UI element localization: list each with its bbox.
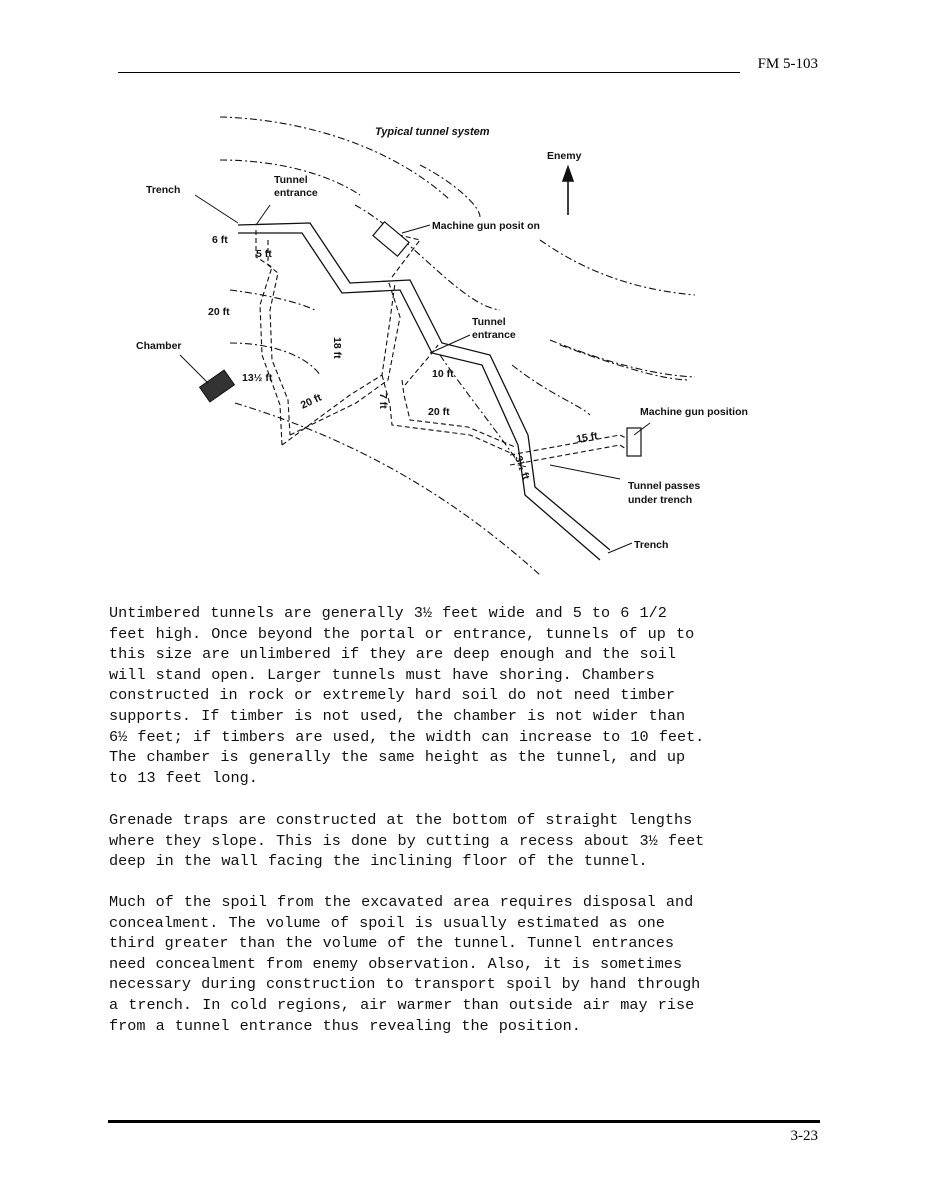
paragraph-grenade-traps: Grenade traps are constructed at the bottom of straight lengths where they slope. This is done by cutting a recess about 3½ feet deep in the wall facing the inclining floor of the tunnel.	[109, 811, 705, 871]
label-10ft: 10 ft	[432, 368, 454, 380]
label-13ft: 13½ ft	[242, 372, 273, 384]
paragraph-untimbered-tunnels: Untimbered tunnels are generally 3½ feet wide and 5 to 6 1/2 feet high. Once beyond the portal or entrance, tunnels of up to this size are unlimbered if they are deep enough and the soil will stand open. Larger tunnels must have shoring. Chambers constructed in rock or extremely hard soil do not need timber supports. If timber is not used, the chamber is not wider than 6½ feet; if timbers are used, the width can increase to 10 feet. The chamber is generally the same height as the tunnel, and up to 13 feet long.	[109, 604, 705, 787]
label-machine-gun-1: Machine gun posit on	[432, 220, 540, 232]
trench-lines	[238, 223, 610, 560]
label-tunnel-passes-b: under trench	[628, 494, 693, 506]
chamber-shape	[200, 370, 235, 402]
label-machine-gun-2: Machine gun position	[640, 406, 748, 418]
label-tunnel-entrance-2: Tunnel	[472, 316, 506, 328]
figure-title: Typical tunnel system	[375, 126, 490, 138]
paragraph-spoil-disposal: Much of the spoil from the excavated area requires disposal and concealment. The volume of spoil is usually estimated as one third greater than the volume of the tunnel. Tunnel entrances need concealment from enemy observation. Also, it is sometimes necessary during construction to transport spoil by hand through a trench. In cold regions, air warmer than outside air may rise from a tunnel entrance thus revealing the position.	[109, 893, 701, 1035]
tunnel-system-figure	[120, 105, 820, 585]
label-5ft: 5 ft	[256, 248, 272, 260]
enemy-arrow-icon	[563, 167, 573, 215]
label-18ft: 18 ft	[331, 337, 343, 359]
tunnel-diagram	[120, 105, 820, 585]
label-tunnel-passes: Tunnel passes	[628, 480, 701, 492]
label-tunnel-entrance-1b: entrance	[274, 187, 318, 199]
label-3ft: 3½ ft	[512, 454, 532, 482]
label-15ft: 15 ft	[575, 430, 599, 446]
page-number: 3-23	[790, 1128, 818, 1144]
label-trench-left: Trench	[146, 184, 181, 196]
machine-gun-position-1	[373, 222, 409, 256]
label-7ft: 7 ft	[377, 393, 389, 409]
label-enemy: Enemy	[547, 150, 582, 162]
label-trench-bottom: Trench	[634, 539, 669, 551]
label-20ft-a: 20 ft	[208, 306, 230, 318]
label-6ft: 6 ft	[212, 234, 228, 246]
label-tunnel-entrance-1: Tunnel	[274, 174, 308, 186]
machine-gun-position-2	[627, 428, 641, 456]
label-chamber: Chamber	[136, 340, 182, 352]
document-id: FM 5-103	[757, 56, 818, 72]
label-tunnel-entrance-2b: entrance	[472, 329, 516, 341]
label-20ft-b: 20 ft	[298, 391, 324, 412]
header-rule	[118, 72, 740, 73]
label-20ft-c: 20 ft	[428, 406, 450, 418]
footer-rule	[108, 1120, 820, 1123]
